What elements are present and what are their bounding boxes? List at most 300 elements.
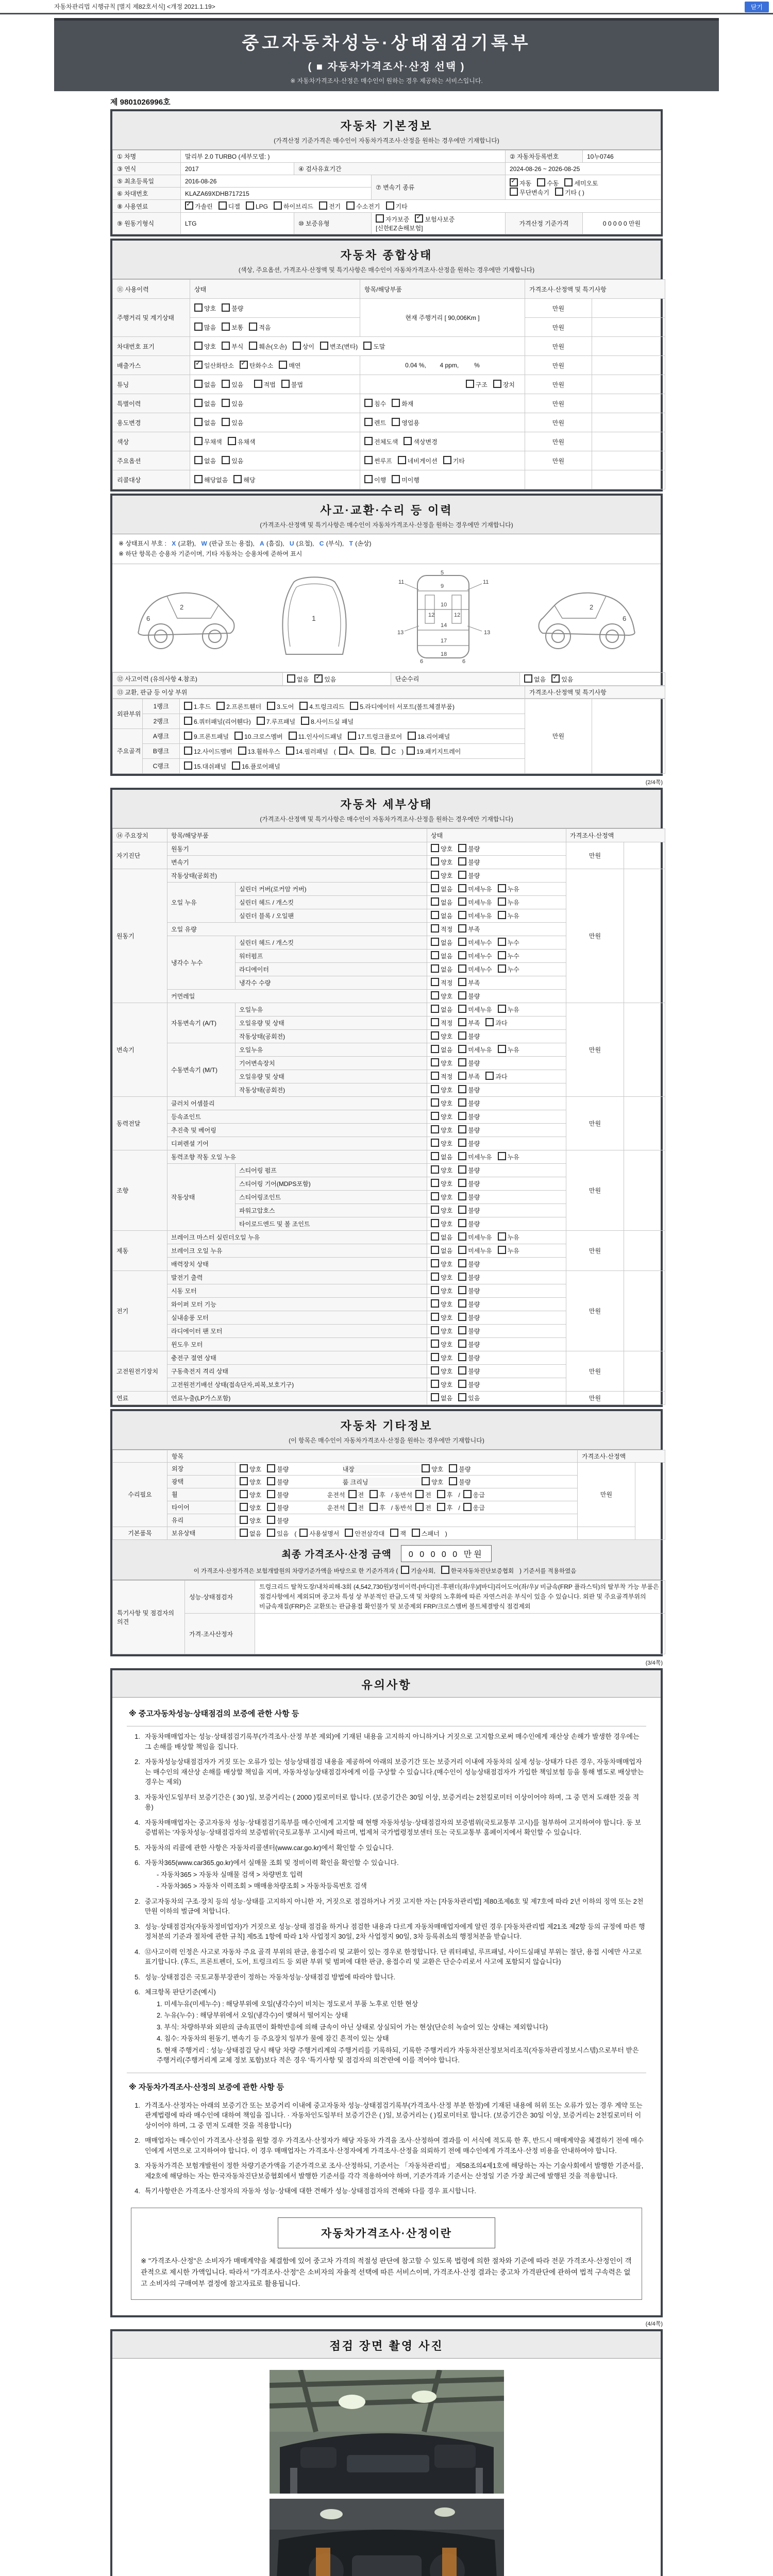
checkbox-썬루프[interactable] (364, 456, 373, 464)
checkbox-양호[interactable] (194, 342, 203, 350)
checkbox-없음[interactable] (431, 938, 439, 946)
checkbox-누유[interactable] (498, 1246, 506, 1254)
interior-label: 내장 (343, 1465, 420, 1473)
checkbox-양호[interactable] (194, 303, 203, 312)
checkbox-불량[interactable] (458, 1179, 466, 1187)
checkbox-14.필러패널[interactable] (286, 747, 294, 755)
checkbox-미세누수[interactable] (458, 964, 466, 973)
checkbox-불량[interactable] (267, 1490, 275, 1498)
checkbox-안전삼각대[interactable] (345, 1529, 353, 1537)
checkbox-C[interactable] (381, 747, 390, 755)
checkbox-18.리어패널[interactable] (408, 732, 416, 740)
checkbox-불량[interactable] (458, 1192, 466, 1200)
checkbox-기타[interactable] (386, 201, 394, 210)
checkbox-양호[interactable] (422, 1477, 430, 1485)
checkbox-A,[interactable] (339, 747, 347, 755)
item-status (427, 962, 566, 976)
checkbox-전[interactable] (348, 1490, 357, 1498)
checkbox-label: 불량 (468, 1127, 480, 1134)
rankA-items (180, 728, 525, 743)
item-label: 클러치 어셈블리 (167, 1096, 427, 1110)
checkbox-불량[interactable] (458, 1273, 466, 1281)
checkbox-누유[interactable] (498, 1045, 506, 1053)
checkbox-전[interactable] (415, 1490, 424, 1498)
checkbox-9.프론트패널[interactable] (184, 732, 192, 740)
checkbox-label: 19.패키지트레이 (416, 748, 461, 755)
checkbox-양호[interactable] (431, 844, 439, 852)
checkbox-불량[interactable] (458, 1259, 466, 1267)
checkbox-누수[interactable] (498, 951, 506, 959)
item-status (427, 1137, 566, 1150)
checkbox-label: 미세누유 (468, 1234, 492, 1242)
checkbox-불량[interactable] (458, 1098, 466, 1107)
usage-change-status (190, 413, 360, 432)
checkbox-유채색[interactable] (228, 437, 236, 445)
item-status (427, 895, 566, 909)
checkbox-불량[interactable] (458, 1340, 466, 1348)
checkbox-하이브리드[interactable] (274, 201, 282, 210)
checkbox-없음[interactable] (431, 1246, 439, 1254)
checkbox-불량[interactable] (458, 1112, 466, 1120)
checkbox-불량[interactable] (458, 1353, 466, 1361)
checkbox-양호[interactable] (240, 1503, 248, 1511)
checkbox-양호[interactable] (431, 1125, 439, 1133)
group-remark (624, 1270, 665, 1351)
checkbox-label: 구조 (475, 381, 488, 388)
checkbox-11.인사이드패널[interactable] (289, 732, 297, 740)
checkbox-양호[interactable] (240, 1516, 248, 1524)
checkbox-12.사이드멤버[interactable] (184, 747, 192, 755)
notice-item-number: 5. (135, 1973, 140, 1981)
checkbox-양호[interactable] (431, 871, 439, 879)
emission-remark (592, 356, 665, 375)
checkbox-없음[interactable] (524, 674, 532, 683)
checkbox-4.트렁크리드[interactable] (299, 702, 308, 710)
rank2-items (180, 714, 525, 728)
checkbox-양호[interactable] (431, 1340, 439, 1348)
checkbox-양호[interactable] (240, 1490, 248, 1498)
checkbox-양호[interactable] (431, 1165, 439, 1174)
wheel-label: 휠 (167, 1488, 236, 1501)
checkbox-19.패키지트레이[interactable] (407, 747, 415, 755)
checkbox-이행[interactable] (364, 475, 373, 483)
mileage-price-2: 만원 (525, 318, 592, 337)
checkbox-불량[interactable] (267, 1464, 275, 1472)
checkbox-불량[interactable] (458, 1219, 466, 1227)
col-detail-status: 상태 (427, 828, 566, 842)
checkbox-부식[interactable] (222, 342, 230, 350)
item-label: 작동상태(공회전) (167, 869, 427, 882)
checkbox-불량[interactable] (458, 1125, 466, 1133)
checkbox-누유[interactable] (498, 911, 506, 919)
checkbox-후[interactable] (369, 1490, 378, 1498)
checkbox-적정[interactable] (431, 978, 439, 986)
checkbox-label: 9.프론트패널 (194, 733, 229, 740)
group-remark (624, 1230, 665, 1270)
checkbox-양호[interactable] (240, 1464, 248, 1472)
checkbox-누유[interactable] (498, 897, 506, 906)
checkbox-없음[interactable] (431, 911, 439, 919)
checkbox-누유[interactable] (498, 884, 506, 892)
checkbox-도말[interactable] (363, 342, 372, 350)
checkbox-불량[interactable] (458, 1031, 466, 1040)
checkbox-label: 한국자동차진단보증협회 (450, 1568, 514, 1574)
checkbox-label: 양호 (441, 1328, 453, 1335)
notice-item-text: 자동차의 리콜에 관한 사항은 자동차리콜센터(www.car.go.kr)에서 확인할 수 있습니다. (145, 1843, 394, 1852)
photos-header (112, 2331, 661, 2359)
checkbox-label: 있음 (231, 419, 244, 427)
checkbox-label: 불량 (468, 1140, 480, 1148)
checkbox-양호[interactable] (431, 1139, 439, 1147)
checkbox-2.프론트휀더[interactable] (216, 702, 225, 710)
checkbox-과다[interactable] (485, 1018, 494, 1026)
checkbox-색상변경[interactable] (404, 437, 412, 445)
item-label: 와이퍼 모터 기능 (167, 1297, 427, 1311)
checkbox-양호[interactable] (431, 1313, 439, 1321)
checkbox-장치[interactable] (493, 380, 501, 388)
checkbox-양호[interactable] (431, 1085, 439, 1093)
checkbox-label: 없음 (441, 1154, 453, 1161)
checkbox-label: 미세누수 (468, 939, 492, 947)
checkbox-없음[interactable] (431, 1005, 439, 1013)
checkbox-양호[interactable] (422, 1464, 430, 1472)
checkbox-자동[interactable] (510, 178, 518, 187)
checkbox-없음[interactable] (431, 1045, 439, 1053)
notice-item-number: 4. (135, 1947, 140, 1956)
checkbox-후[interactable] (437, 1503, 445, 1511)
checkbox-해당없음[interactable] (194, 475, 203, 483)
checkbox-보험사보증[interactable] (415, 214, 423, 223)
checkbox-label: 전기 (328, 203, 341, 210)
checkbox-불량[interactable] (458, 1380, 466, 1388)
checkbox-부족[interactable] (458, 978, 466, 986)
checkbox-불량[interactable] (458, 1366, 466, 1375)
checkbox-기술사회,[interactable] (401, 1566, 409, 1574)
checkbox-누수[interactable] (498, 938, 506, 946)
checkbox-잭[interactable] (390, 1529, 398, 1537)
car-diagram-side-right-icon (529, 569, 645, 665)
item-status (427, 855, 566, 869)
basic-info-title: 자동차 기본정보 (340, 120, 433, 132)
checkbox-없음[interactable] (431, 964, 439, 973)
checkbox-불량[interactable] (458, 1206, 466, 1214)
item-status (427, 1163, 566, 1177)
checkbox-6.쿼터패널(리어휀다)[interactable] (184, 717, 192, 725)
checkbox-없음[interactable] (194, 399, 203, 407)
rankB-label: B랭크 (143, 743, 180, 758)
checkbox-양호[interactable] (240, 1477, 248, 1485)
checkbox-양호[interactable] (431, 991, 439, 999)
checkbox-없음[interactable] (431, 1152, 439, 1160)
checkbox-없음[interactable] (431, 897, 439, 906)
checkbox-양호[interactable] (431, 1259, 439, 1267)
rankC-items (180, 758, 525, 773)
checkbox-훼손(오손)[interactable] (249, 342, 257, 350)
usage-change-label: 용도변경 (113, 413, 190, 432)
checkbox-전기[interactable] (319, 201, 327, 210)
checkbox-해당[interactable] (233, 475, 242, 483)
checkbox-미세누유[interactable] (458, 1152, 466, 1160)
notice-item-text: 자동차매매업자는 성능·상태점검기록부(가격조사·산정 부분 제외)에 기재된 내용을 고지하지 아니하거나 거짓으로 고지함으로써 매수인에게 재산상 손해가 발생한 경우에는 그 손해를 배상할 책임을 집니다. (145, 1733, 640, 1751)
checkbox-10.크로스멤버[interactable] (234, 732, 243, 740)
checkbox-미이행[interactable] (392, 475, 400, 483)
checkbox-불량[interactable] (458, 1313, 466, 1321)
checkbox-수동[interactable] (537, 178, 545, 187)
checkbox-양호[interactable] (431, 1219, 439, 1227)
checkbox-양호[interactable] (431, 857, 439, 866)
main-option-price: 만원 (525, 451, 592, 470)
checkbox-변조(변타)[interactable] (320, 342, 328, 350)
checkbox-적음[interactable] (249, 323, 257, 331)
car-name-value: 말리부 2.0 TURBO (세부모델: ) (181, 150, 506, 163)
checkbox-상이[interactable] (293, 342, 301, 350)
checkbox-수소전기[interactable] (346, 201, 355, 210)
checkbox-양호[interactable] (431, 1380, 439, 1388)
checkbox-label: 없음 (297, 675, 309, 683)
checkbox-불법[interactable] (281, 380, 290, 388)
checkbox-LPG[interactable] (246, 201, 254, 210)
checkbox-label: 없음 (441, 1395, 453, 1402)
checkbox-있음[interactable] (222, 380, 230, 388)
checkbox-미세누유[interactable] (458, 1045, 466, 1053)
checkbox-미세누유[interactable] (458, 1005, 466, 1013)
checkbox-한국자동차진단보증협회[interactable] (441, 1566, 449, 1574)
checkbox-부족[interactable] (458, 1072, 466, 1080)
checkbox-없음[interactable] (431, 951, 439, 959)
checkbox-적법[interactable] (254, 380, 262, 388)
item-status (427, 1177, 566, 1190)
checkbox-누유[interactable] (498, 1005, 506, 1013)
checkbox-사용설명서[interactable] (299, 1529, 308, 1537)
checkbox-있음[interactable] (222, 456, 230, 464)
checkbox-불량[interactable] (458, 1165, 466, 1174)
checkbox-있음[interactable] (222, 418, 230, 426)
checkbox-불량[interactable] (267, 1516, 275, 1524)
checkbox-있음[interactable] (314, 674, 323, 683)
main-option-item (360, 451, 525, 470)
checkbox-불량[interactable] (222, 303, 230, 312)
checkbox-자가보증[interactable] (376, 214, 384, 223)
checkbox-없음[interactable] (194, 456, 203, 464)
detail-state-note: (가격조사·산정액 및 특기사항은 매수인이 자동차가격조사·산정을 원하는 경우에만 기재합니다) (260, 815, 513, 823)
checkbox-label: 양호 (441, 1127, 453, 1134)
checkbox-있음[interactable] (267, 1529, 275, 1537)
checkbox-양호[interactable] (431, 1058, 439, 1066)
checkbox-양호[interactable] (431, 1179, 439, 1187)
checkbox-미세누유[interactable] (458, 911, 466, 919)
checkbox-미세누유[interactable] (458, 884, 466, 892)
checkbox-7.루프패널[interactable] (257, 717, 265, 725)
checkbox-불량[interactable] (458, 1058, 466, 1066)
checkbox-8.사이드실 패널[interactable] (301, 717, 309, 725)
checkbox-전[interactable] (348, 1503, 357, 1511)
checkbox-불량[interactable] (458, 1085, 466, 1093)
checkbox-불량[interactable] (458, 991, 466, 999)
checkbox-label: 불량 (468, 1314, 480, 1322)
checkbox-label: 없음 (441, 1234, 453, 1242)
checkbox-응급[interactable] (463, 1490, 472, 1498)
misc-info-note: (이 항목은 매수인이 자동차가격조사·산정을 원하는 경우에만 기재합니다) (289, 1436, 484, 1444)
checkbox-없음[interactable] (431, 884, 439, 892)
checkbox-누수[interactable] (498, 964, 506, 973)
checkbox-미세누유[interactable] (458, 1246, 466, 1254)
price-definition-title: 자동차가격조사·산정이란 (278, 2217, 495, 2248)
notice-item-number: 3. (135, 1922, 140, 1930)
checkbox-양호[interactable] (431, 1286, 439, 1294)
reg-no-label: ② 자동차등록번호 (506, 150, 583, 163)
checkbox-17.트렁크플로어[interactable] (348, 732, 356, 740)
checkbox-적정[interactable] (431, 1072, 439, 1080)
exterior-row (236, 1462, 578, 1475)
checkbox-영업용[interactable] (392, 418, 400, 426)
special-history-remark (592, 394, 665, 413)
checkbox-기타 ( )[interactable] (555, 188, 563, 196)
checkbox-과다[interactable] (485, 1072, 494, 1080)
checkbox-불량[interactable] (458, 1299, 466, 1308)
checkbox-label: 없음 (441, 939, 453, 947)
checkbox-미세누유[interactable] (458, 1232, 466, 1241)
usage-change-remark (592, 413, 665, 432)
checkbox-label: 훼손(오손) (259, 343, 287, 350)
checkbox-후[interactable] (369, 1503, 378, 1511)
checkbox-양호[interactable] (431, 1098, 439, 1107)
checkbox-미세누수[interactable] (458, 938, 466, 946)
checkbox-미세누수[interactable] (458, 951, 466, 959)
checkbox-화재[interactable] (392, 399, 400, 407)
item-label: 실린더 헤드 / 개스킷 (236, 936, 427, 949)
checkbox-15.대쉬패널[interactable] (184, 761, 192, 770)
checkbox-없음[interactable] (194, 418, 203, 426)
checkbox-없음[interactable] (287, 674, 295, 683)
checkbox-5.라디에이터 서포트(볼트체결부품)[interactable] (350, 702, 358, 710)
legend-line2: ※ 하단 항목은 승용차 기준이며, 기타 자동차는 승용차에 준하여 표시 (119, 550, 303, 558)
checkbox-매연[interactable] (279, 361, 287, 369)
checkbox-양호[interactable] (431, 1273, 439, 1281)
checkbox-양호[interactable] (431, 1031, 439, 1040)
item-label: 기어변속장치 (236, 1056, 427, 1070)
checkbox-양호[interactable] (431, 1192, 439, 1200)
checkbox-일산화탄소[interactable] (194, 361, 203, 369)
notice-item (127, 1843, 646, 1853)
checkbox-label: 적법 (263, 381, 276, 388)
misc-info-header (112, 1411, 661, 1450)
checkbox-세미오토[interactable] (564, 178, 573, 187)
checkbox-불량[interactable] (267, 1477, 275, 1485)
checkbox-없음[interactable] (431, 1232, 439, 1241)
checkbox-불량[interactable] (458, 1139, 466, 1147)
checkbox-있음[interactable] (458, 1393, 466, 1401)
checkbox-디젤[interactable] (219, 201, 227, 210)
checkbox-16.플로어패널[interactable] (232, 761, 240, 770)
checkbox-불량[interactable] (458, 1286, 466, 1294)
checkbox-1.후드[interactable] (184, 702, 192, 710)
glass-label: 유리 (167, 1514, 236, 1527)
checkbox-스패너[interactable] (412, 1529, 420, 1537)
checkbox-label: 하이브리드 (283, 203, 313, 210)
checkbox-렌트[interactable] (364, 418, 373, 426)
checkbox-label: 있음 (561, 675, 574, 683)
checkbox-탄화수소[interactable] (240, 361, 248, 369)
checkbox-누유[interactable] (498, 1232, 506, 1241)
checkbox-불량[interactable] (458, 1326, 466, 1334)
checkbox-없음[interactable] (240, 1529, 248, 1537)
diagram-number: 10 (441, 601, 447, 608)
checkbox-후[interactable] (437, 1490, 445, 1498)
checkbox-누유[interactable] (498, 1152, 506, 1160)
checkbox-보통[interactable] (222, 323, 230, 331)
checkbox-label: 없음 (441, 886, 453, 893)
checkbox-3.도어[interactable] (267, 702, 275, 710)
checkbox-불량[interactable] (267, 1503, 275, 1511)
checkbox-구조[interactable] (466, 380, 474, 388)
checkbox-있음[interactable] (222, 399, 230, 407)
checkbox-부족[interactable] (458, 924, 466, 933)
checkbox-미세누유[interactable] (458, 897, 466, 906)
checkbox-label: 후 (379, 1504, 385, 1512)
checkbox-불량[interactable] (449, 1477, 457, 1485)
checkbox-label: 렌트 (374, 419, 386, 427)
checkbox-label: 있음 (468, 1395, 480, 1402)
checkbox-불량[interactable] (449, 1464, 457, 1472)
checkbox-기타[interactable] (443, 456, 451, 464)
checkbox-label: 7.루프패널 (266, 718, 296, 725)
checkbox-불량[interactable] (458, 844, 466, 852)
checkbox-무단변속기[interactable] (510, 188, 518, 196)
checkbox-양호[interactable] (431, 1326, 439, 1334)
checkbox-침수[interactable] (364, 399, 373, 407)
checkbox-label: 불량 (468, 872, 480, 880)
checkbox-전[interactable] (415, 1503, 424, 1511)
checkbox-양호[interactable] (431, 1206, 439, 1214)
checkbox-label: 변조(변타) (329, 343, 358, 350)
checkbox-13.휠하우스[interactable] (238, 747, 246, 755)
checkbox-양호[interactable] (431, 1112, 439, 1120)
page-title: 중고자동차성능·상태점검기록부 (242, 33, 531, 53)
checkbox-불량[interactable] (458, 871, 466, 879)
checkbox-응급[interactable] (463, 1503, 472, 1511)
checkbox-양호[interactable] (431, 1299, 439, 1308)
checkbox-양호[interactable] (431, 1366, 439, 1375)
checkbox-많음[interactable] (194, 323, 203, 331)
checkbox-B,[interactable] (360, 747, 368, 755)
checkbox-적정[interactable] (431, 1018, 439, 1026)
main-option-remark (592, 451, 665, 470)
checkbox-있음[interactable] (551, 674, 560, 683)
checkbox-label: 누유 (507, 1247, 519, 1255)
checkbox-부족[interactable] (458, 1018, 466, 1026)
checkbox-가솔린[interactable] (185, 201, 193, 210)
checkbox-무채색[interactable] (194, 437, 203, 445)
checkbox-네비게이션[interactable] (398, 456, 406, 464)
checkbox-label: 불량 (468, 1261, 480, 1268)
checkbox-label: 부족 (468, 979, 480, 987)
polish-row (236, 1475, 578, 1488)
checkbox-적정[interactable] (431, 924, 439, 933)
final-price-band (112, 1540, 661, 1580)
notice-item (127, 2186, 646, 2196)
checkbox-전체도색[interactable] (364, 437, 373, 445)
close-button[interactable]: 닫기 (745, 2, 769, 12)
checkbox-label: 적정 (441, 926, 453, 934)
item-status (427, 869, 566, 882)
checkbox-불량[interactable] (458, 857, 466, 866)
item-status (427, 909, 566, 922)
checkbox-없음[interactable] (194, 380, 203, 388)
notice-item-number: 6. (135, 1859, 140, 1867)
checkbox-없음[interactable] (431, 1393, 439, 1401)
checkbox-양호[interactable] (431, 1353, 439, 1361)
checkbox-label: 누유 (507, 1234, 519, 1242)
